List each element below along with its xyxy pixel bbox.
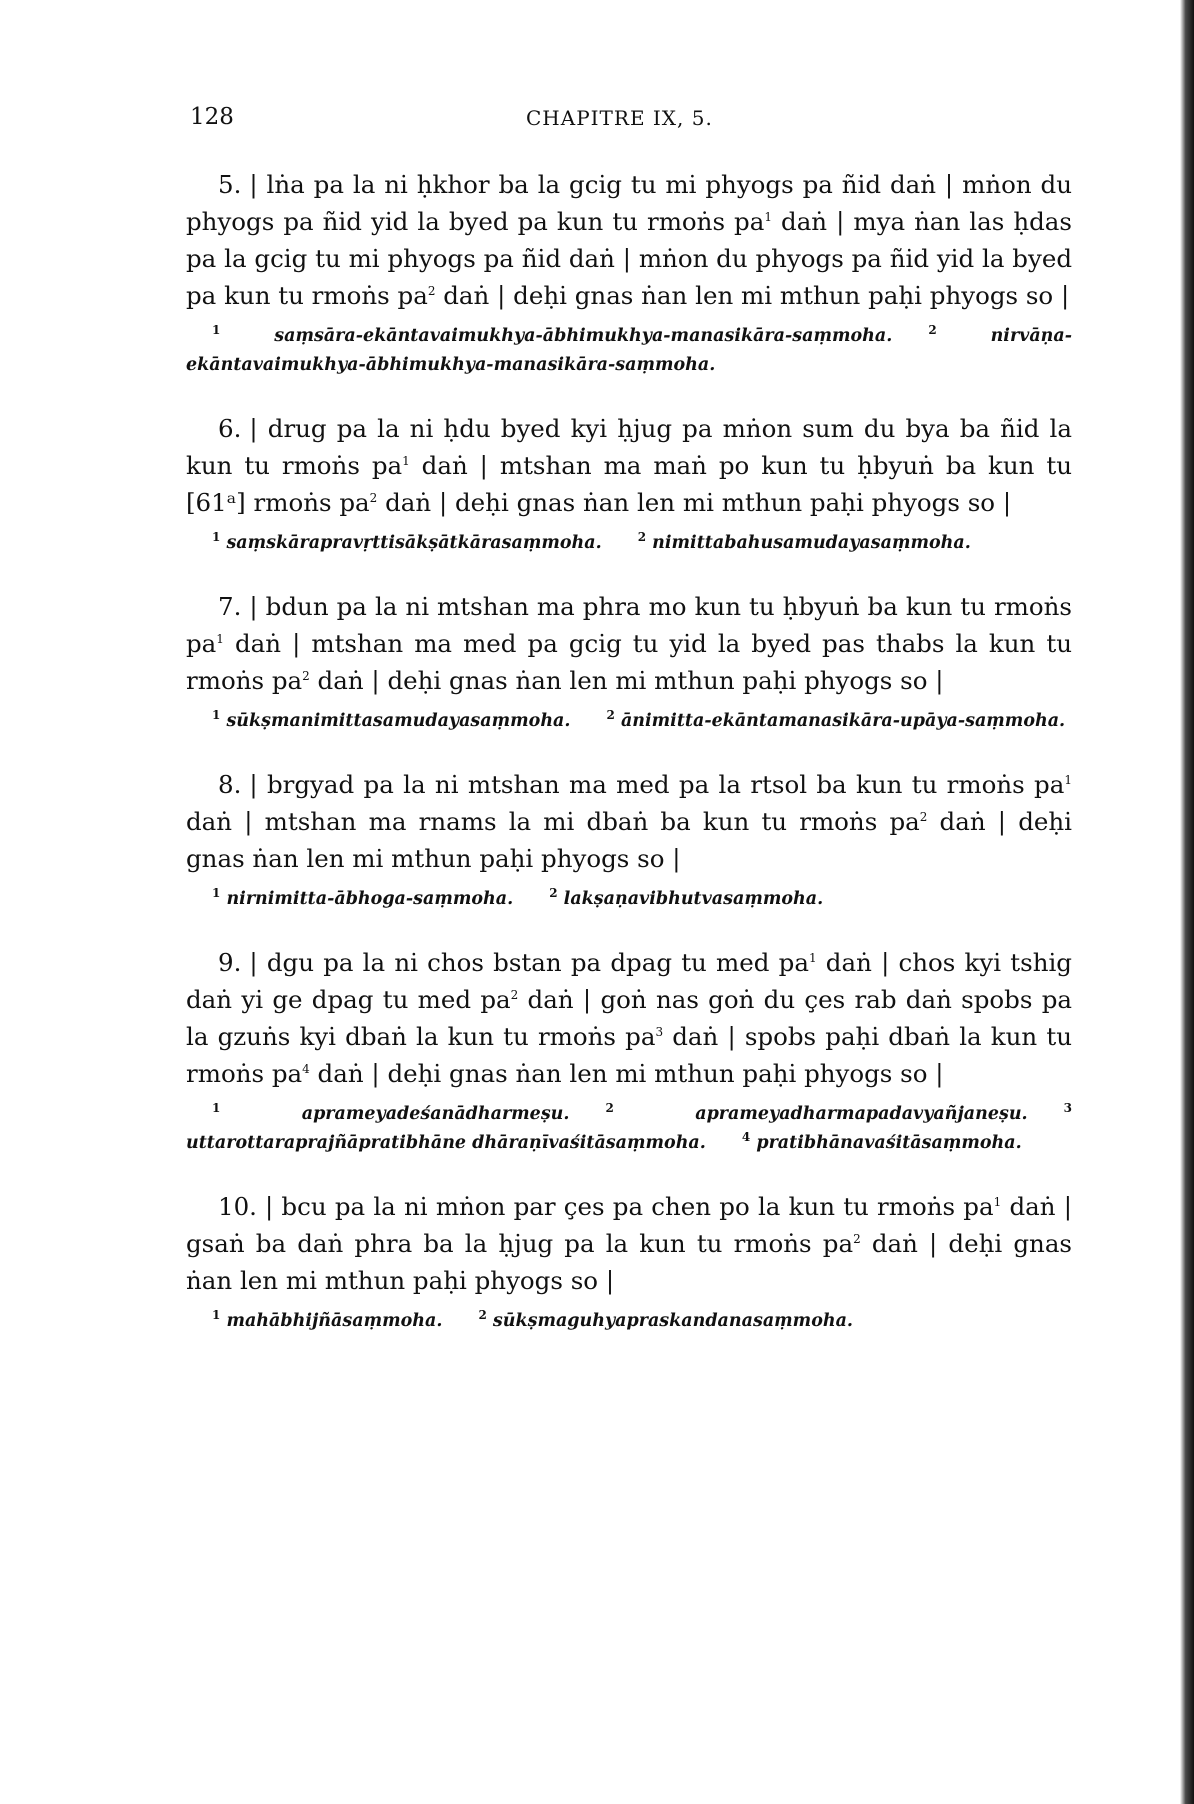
footnote-mark: 2 xyxy=(606,708,615,723)
section-text: | brgyad pa la ni mtshan ma med pa la rtsol ba kun tu rmoṅs pa xyxy=(249,770,1065,799)
section-text: daṅ | deḥi gnas ṅan len mi mthun paḥi phyogs so | xyxy=(377,488,1012,517)
section-number: 6. xyxy=(218,414,242,443)
footnote-mark: 1 xyxy=(212,886,221,901)
footnote-text: sūkṣmaguhyapraskandanasaṃmoha. xyxy=(492,1311,854,1331)
footnote-mark: 2 xyxy=(605,1101,614,1116)
footnote-text: mahābhijñāsaṃmoha. xyxy=(226,1311,443,1331)
footnote-text: aprameyadharmapadavyañjaneṣu. xyxy=(695,1104,1028,1124)
footnote-ref: 2 xyxy=(427,283,436,298)
page-body xyxy=(186,166,1072,1366)
page-edge-shadow xyxy=(1180,0,1194,1804)
footnotes-6 xyxy=(186,529,1072,558)
footnotes-9 xyxy=(186,1100,1072,1158)
footnote-text: nirvāṇa-ekāntavaimukhya-ābhimukhya-manasikāra-saṃmoha. xyxy=(186,326,1073,375)
footnote xyxy=(605,1101,1028,1124)
footnote-ref: 1 xyxy=(764,209,772,224)
footnote-text: ānimitta-ekāntamanasikāra-upāya-saṃmoha. xyxy=(620,711,1066,731)
footnote xyxy=(741,1130,1022,1153)
section-text: daṅ | chos kyi tshig daṅ yi ge dpag tu med pa xyxy=(186,948,1072,1014)
section-number: 10. xyxy=(218,1192,257,1221)
section-text: daṅ | deḥi gnas ṅan len mi mthun paḥi phyogs so | xyxy=(186,807,1072,873)
footnote-ref: 1 xyxy=(993,1194,1002,1209)
page-header xyxy=(190,104,1070,134)
footnote-mark: 2 xyxy=(928,323,937,338)
section-10 xyxy=(186,1188,1072,1299)
section-text: daṅ | deḥi gnas ṅan len mi mthun paḥi phyogs so | xyxy=(435,281,1070,310)
footnote xyxy=(212,1101,570,1124)
section-text: daṅ | deḥi gnas ṅan len mi mthun paḥi phyogs so | xyxy=(186,1229,1072,1295)
section-text: daṅ | mtshan ma maṅ po kun tu ḥbyuṅ ba kun tu [61ᵃ] rmoṅs pa xyxy=(186,451,1072,517)
section-8 xyxy=(186,766,1072,877)
footnote xyxy=(212,1308,443,1331)
footnote-mark: 2 xyxy=(478,1308,487,1323)
section-text: daṅ | spobs paḥi dbaṅ la kun tu rmoṅs pa xyxy=(186,1022,1072,1088)
footnote-mark: 2 xyxy=(637,530,647,545)
section-text: daṅ | deḥi gnas ṅan len mi mthun paḥi phyogs so | xyxy=(309,1059,944,1088)
footnotes-8 xyxy=(186,885,1072,914)
section-text: daṅ | goṅ nas goṅ du çes rab daṅ spobs pa la gzuṅs kyi dbaṅ la kun tu rmoṅs pa xyxy=(186,985,1072,1051)
footnotes-10 xyxy=(186,1307,1072,1336)
footnote-mark: 1 xyxy=(212,530,221,545)
footnote-text: sūkṣmanimittasamudayasaṃmoha. xyxy=(226,711,571,731)
footnote-ref: 1 xyxy=(216,631,224,646)
footnote-ref: 1 xyxy=(1064,772,1072,787)
section-text: | lṅa pa la ni ḥkhor ba la gcig tu mi phyogs pa ñid daṅ | mṅon du phyogs pa ñid yid la byed pa kun tu rmoṅs pa xyxy=(186,170,1072,236)
section-number: 7. xyxy=(218,592,242,621)
section-number: 9. xyxy=(218,948,242,977)
footnote-text: lakṣaṇavibhutvasaṃmoha. xyxy=(563,889,824,909)
section-5 xyxy=(186,166,1072,314)
footnote xyxy=(478,1308,854,1331)
footnotes-7 xyxy=(186,707,1072,736)
section-text: daṅ | mtshan ma med pa gcig tu yid la byed pas thabs la kun tu rmoṅs pa xyxy=(186,629,1072,695)
footnote xyxy=(549,886,824,909)
page-number: 128 xyxy=(190,104,234,130)
section-text: | dgu pa la ni chos bstan pa dpag tu med pa xyxy=(249,948,809,977)
footnote-text: nimittabahusamudayasaṃmoha. xyxy=(652,533,971,553)
footnote-mark: 1 xyxy=(212,1101,221,1116)
footnote-mark: 4 xyxy=(741,1130,751,1145)
footnote-mark: 2 xyxy=(549,886,558,901)
footnote-ref: 1 xyxy=(808,950,817,965)
footnote xyxy=(212,886,514,909)
footnote-ref: 2 xyxy=(302,668,310,683)
footnote-ref: 1 xyxy=(402,453,410,468)
section-7 xyxy=(186,588,1072,699)
section-6 xyxy=(186,410,1072,521)
footnote xyxy=(212,708,571,731)
section-text: | bdun pa la ni mtshan ma phra mo kun tu ḥbyuṅ ba kun tu rmoṅs pa xyxy=(186,592,1072,658)
section-text: daṅ | mya ṅan las ḥdas pa la gcig tu mi phyogs pa ñid daṅ | mṅon du phyogs pa ñid yid la byed pa kun tu rmoṅs pa xyxy=(186,207,1072,310)
footnote-mark: 1 xyxy=(212,708,221,723)
section-text: | bcu pa la ni mṅon par çes pa chen po la kun tu rmoṅs pa xyxy=(264,1192,994,1221)
footnotes-5 xyxy=(186,322,1072,380)
footnote-mark: 1 xyxy=(212,323,221,338)
footnote xyxy=(637,530,971,553)
section-number: 5. xyxy=(218,170,242,199)
footnote-ref: 2 xyxy=(510,987,519,1002)
footnote-mark: 3 xyxy=(1063,1101,1073,1116)
footnote-ref: 2 xyxy=(369,490,378,505)
section-text: daṅ | mtshan ma rnams la mi dbaṅ ba kun tu rmoṅs pa xyxy=(186,807,920,836)
footnote xyxy=(212,530,602,553)
footnote xyxy=(606,708,1066,731)
footnote-ref: 2 xyxy=(919,809,928,824)
footnote-text: uttarottaraprajñāpratibhāne dhāraṇīvaśitāsaṃmoha. xyxy=(186,1133,706,1153)
section-9 xyxy=(186,944,1072,1092)
footnote-mark: 1 xyxy=(212,1308,221,1323)
section-text: daṅ | gsaṅ ba daṅ phra ba la ḥjug pa la kun tu rmoṅs pa xyxy=(186,1192,1073,1258)
footnote-ref: 3 xyxy=(655,1024,664,1039)
footnote-ref: 4 xyxy=(302,1061,310,1076)
section-text: | drug pa la ni ḥdu byed kyi ḥjug pa mṅon sum du bya ba ñid la kun tu rmoṅs pa xyxy=(186,414,1072,480)
footnote-text: nirnimitta-ābhoga-saṃmoha. xyxy=(226,889,514,909)
footnote-ref: 2 xyxy=(853,1231,861,1246)
footnote-text: saṃskārapravṛttisākṣātkārasaṃmoha. xyxy=(226,533,602,553)
section-number: 8. xyxy=(218,770,242,799)
footnote-text: aprameyadeśanādharmeṣu. xyxy=(301,1104,570,1124)
footnote-text: saṃsāra-ekāntavaimukhya-ābhimukhya-manasikāra-saṃmoha. xyxy=(274,326,893,346)
footnote-text: pratibhānavaśitāsaṃmoha. xyxy=(756,1133,1022,1153)
section-text: daṅ | deḥi gnas ṅan len mi mthun paḥi phyogs so | xyxy=(309,666,944,695)
footnote xyxy=(212,323,893,346)
running-title: CHAPITRE IX, 5. xyxy=(526,106,713,130)
